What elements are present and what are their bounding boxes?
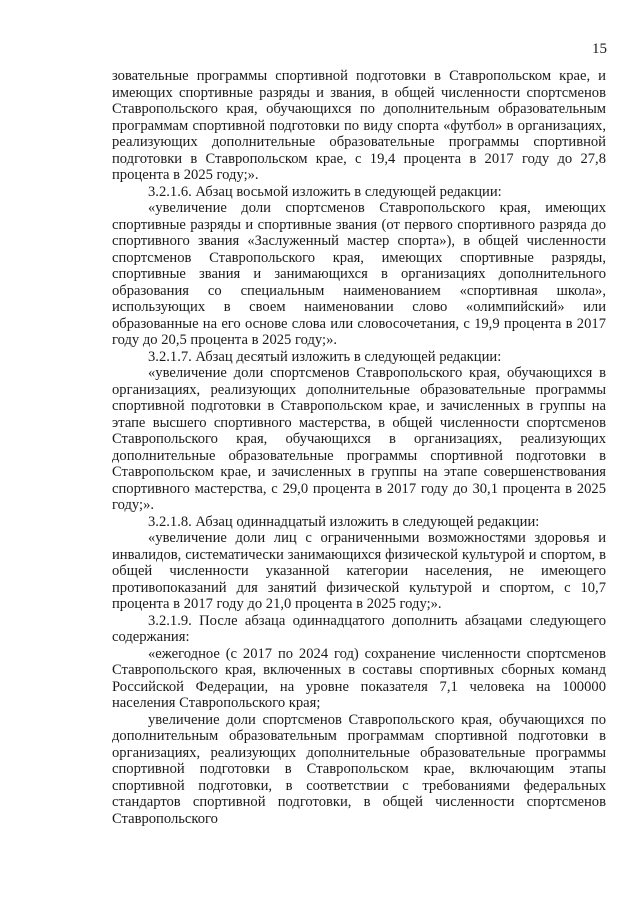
paragraph-clause-3-2-1-7: 3.2.1.7. Абзац десятый изложить в следующей редакции: <box>148 348 502 365</box>
paragraph-clause-3-2-1-6: 3.2.1.6. Абзац восьмой изложить в следующей редакции: <box>148 183 502 200</box>
paragraph-clause-3-2-1-8: 3.2.1.8. Абзац одиннадцатый изложить в следующей редакции: <box>148 513 540 530</box>
paragraph-quote-clause-3-2-1-9-b: увеличение доли спортсменов Ставропольского края, обучающихся по дополнительным образовательным программам спортивной подготовки в организациях, реализующих дополнительные образовательные программы спортивной подготовки в Ставропольском крае, включающим этапы спортивной подготовки, в соответствии с требованиями федеральных стандартов спортивной подготовки, в общей численности спортсменов Ставропольского <box>112 711 606 827</box>
document-body <box>112 68 606 827</box>
paragraph-quote-clause-3-2-1-7: «увеличение доли спортсменов Ставропольского края, обучающихся в организациях, реализующих дополнительные образовательные программы спортивной подготовки в Ставропольском крае, и зачисленных в группы на этапе высшего спортивного мастерства, в общей численности спортсменов Ставропольского края, обучающихся в организациях, реализующих дополнительные образовательные программы спортивной подготовки в Ставропольском крае, и зачисленных в группы на этапе совершенствования спортивного мастерства, с 29,0 процента в 2017 году до 30,1 процента в 2025 году;». <box>112 365 606 513</box>
page-number: 15 <box>592 41 607 57</box>
paragraph-quote-clause-3-2-1-9-a: «ежегодное (с 2017 по 2024 год) сохранение численности спортсменов Ставропольского края, включенных в составы спортивных сборных команд Российской Федерации, на уровне показателя 7,1 человека на 100000 населения Ставропольского края; <box>112 645 606 711</box>
paragraph-continuation: зовательные программы спортивной подготовки в Ставропольском крае, и имеющих спортивные разряды и звания, в общей численности спортсменов Ставропольского края, обучающихся по дополнительным образовательным программам спортивной подготовки по виду спорта «футбол» в организациях, реализующих дополнительные образовательные программы спортивной подготовки в Ставропольском крае, с 19,4 процента в 2017 году до 27,8 процента в 2025 году;». <box>112 68 606 183</box>
paragraph-clause-3-2-1-9: 3.2.1.9. После абзаца одиннадцатого дополнить абзацами следующего содержания: <box>112 612 606 645</box>
paragraph-quote-clause-3-2-1-8: «увеличение доли лиц с ограниченными возможностями здоровья и инвалидов, систематически занимающихся физической культурой и спортом, в общей численности указанной категории населения, не имеющего противопоказаний для занятий физической культурой и спортом, с 10,7 процента в 2017 году до 21,0 процента в 2025 году;». <box>112 530 606 612</box>
paragraph-quote-clause-3-2-1-6: «увеличение доли спортсменов Ставропольского края, имеющих спортивные разряды и спортивные звания (от первого спортивного разряда до спортивного звания «Заслуженный мастер спорта»), в общей численности спортсменов Ставропольского края, имеющих спортивные разряды, спортивные звания и занимающихся в организациях дополнительного образования со специальным наименованием «спортивная школа», использующих в своем наименовании слово «олимпийский» или образованные на его основе слова или словосочетания, с 19,9 процента в 2017 году до 20,5 процента в 2025 году;». <box>112 200 606 348</box>
